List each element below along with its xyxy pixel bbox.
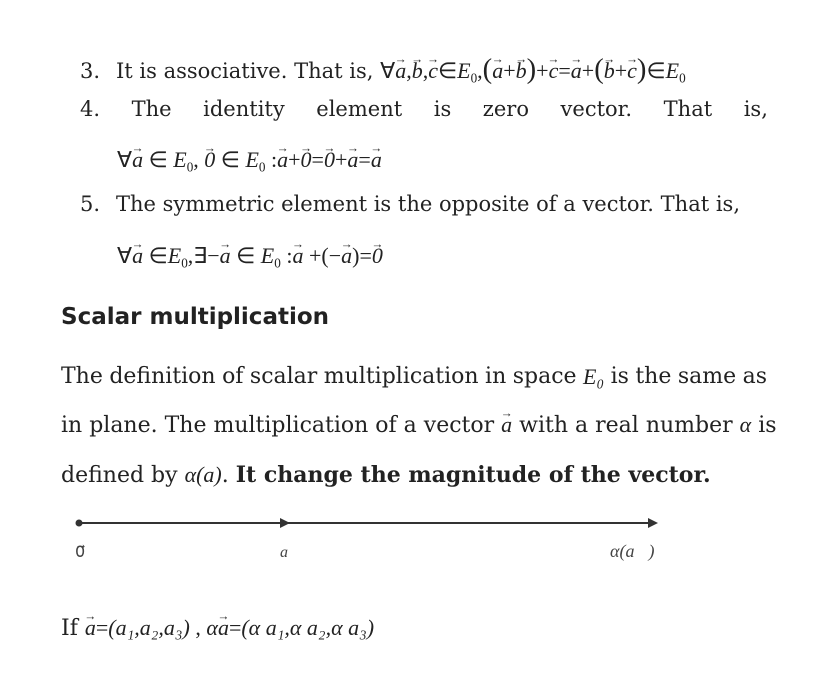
paragraph-line-1: [61, 366, 767, 388]
word: The: [61, 364, 103, 389]
word: in: [485, 364, 507, 389]
word: E₀: [583, 364, 605, 389]
label-zero-vector: 0⃗: [75, 544, 86, 561]
paragraph-line-3: defined by α(a). It change the magnitude of the vector.: [61, 462, 711, 488]
bold-statement: It change the magnitude of the vector.: [235, 462, 711, 488]
associativity-formula: ∀a $\to,b \to,c \to\in E_0,(a \to+b \to)+c \to=a \to+(b \to+c$ $\to)\in E_0$: [380, 58, 686, 83]
opposite-formula: ∀a → $\in E_0,\exists-a$ → ∈ $E_0$ :a → +(−a →)=0 →: [117, 245, 383, 270]
word: is: [610, 364, 629, 389]
identity-formula: ∀a → ∈ $E_0$, 0 → ∈ $E_0$ :a →+0 →=0 →+a →=a →: [117, 149, 382, 174]
word: The: [131, 97, 172, 121]
item-5: [80, 194, 740, 215]
word: as: [742, 364, 767, 389]
item-text: It is associative. That is,: [116, 59, 374, 83]
word: the: [635, 364, 672, 389]
item-3: [80, 56, 686, 85]
word: multiplication: [323, 364, 479, 389]
alpha-a-expression: α(a): [184, 462, 222, 487]
word: space: [512, 364, 577, 389]
word: zero: [482, 97, 529, 121]
word: vector.: [560, 97, 633, 121]
item-4-text: [80, 99, 768, 120]
item-4: [80, 99, 768, 120]
item-text: The symmetric element is the opposite of a vector. That is,: [116, 192, 740, 216]
origin-point: [76, 520, 83, 527]
word: That: [663, 97, 713, 121]
component-formula: If a →=(a₁,a₂,a₃) , αa →=(α a₁,α a₂,α a₃): [61, 617, 374, 640]
label-vector-a: a⃗: [280, 544, 301, 561]
word: scalar: [249, 364, 318, 389]
word: definition: [109, 364, 216, 389]
item-number: 3.: [80, 59, 101, 83]
word: is,: [743, 97, 768, 121]
section-heading: Scalar multiplication: [61, 304, 330, 330]
word: element: [316, 97, 403, 121]
vector-a-arrowhead: [280, 518, 290, 528]
vector-a: a →: [501, 414, 512, 436]
paragraph-line-2: in plane. The multiplication of a vector a → with a real number α is: [61, 414, 777, 437]
scalar-multiplication-diagram: [62, 505, 672, 575]
word: of: [222, 364, 244, 389]
word: same: [677, 364, 737, 389]
item-number: 5.: [80, 192, 101, 216]
label-alpha-a: α(a⃗): [610, 541, 655, 561]
vector-alpha-a-arrowhead: [648, 518, 658, 528]
item-number: 4.: [80, 97, 101, 121]
word: identity: [203, 97, 285, 121]
word: is: [433, 97, 452, 121]
